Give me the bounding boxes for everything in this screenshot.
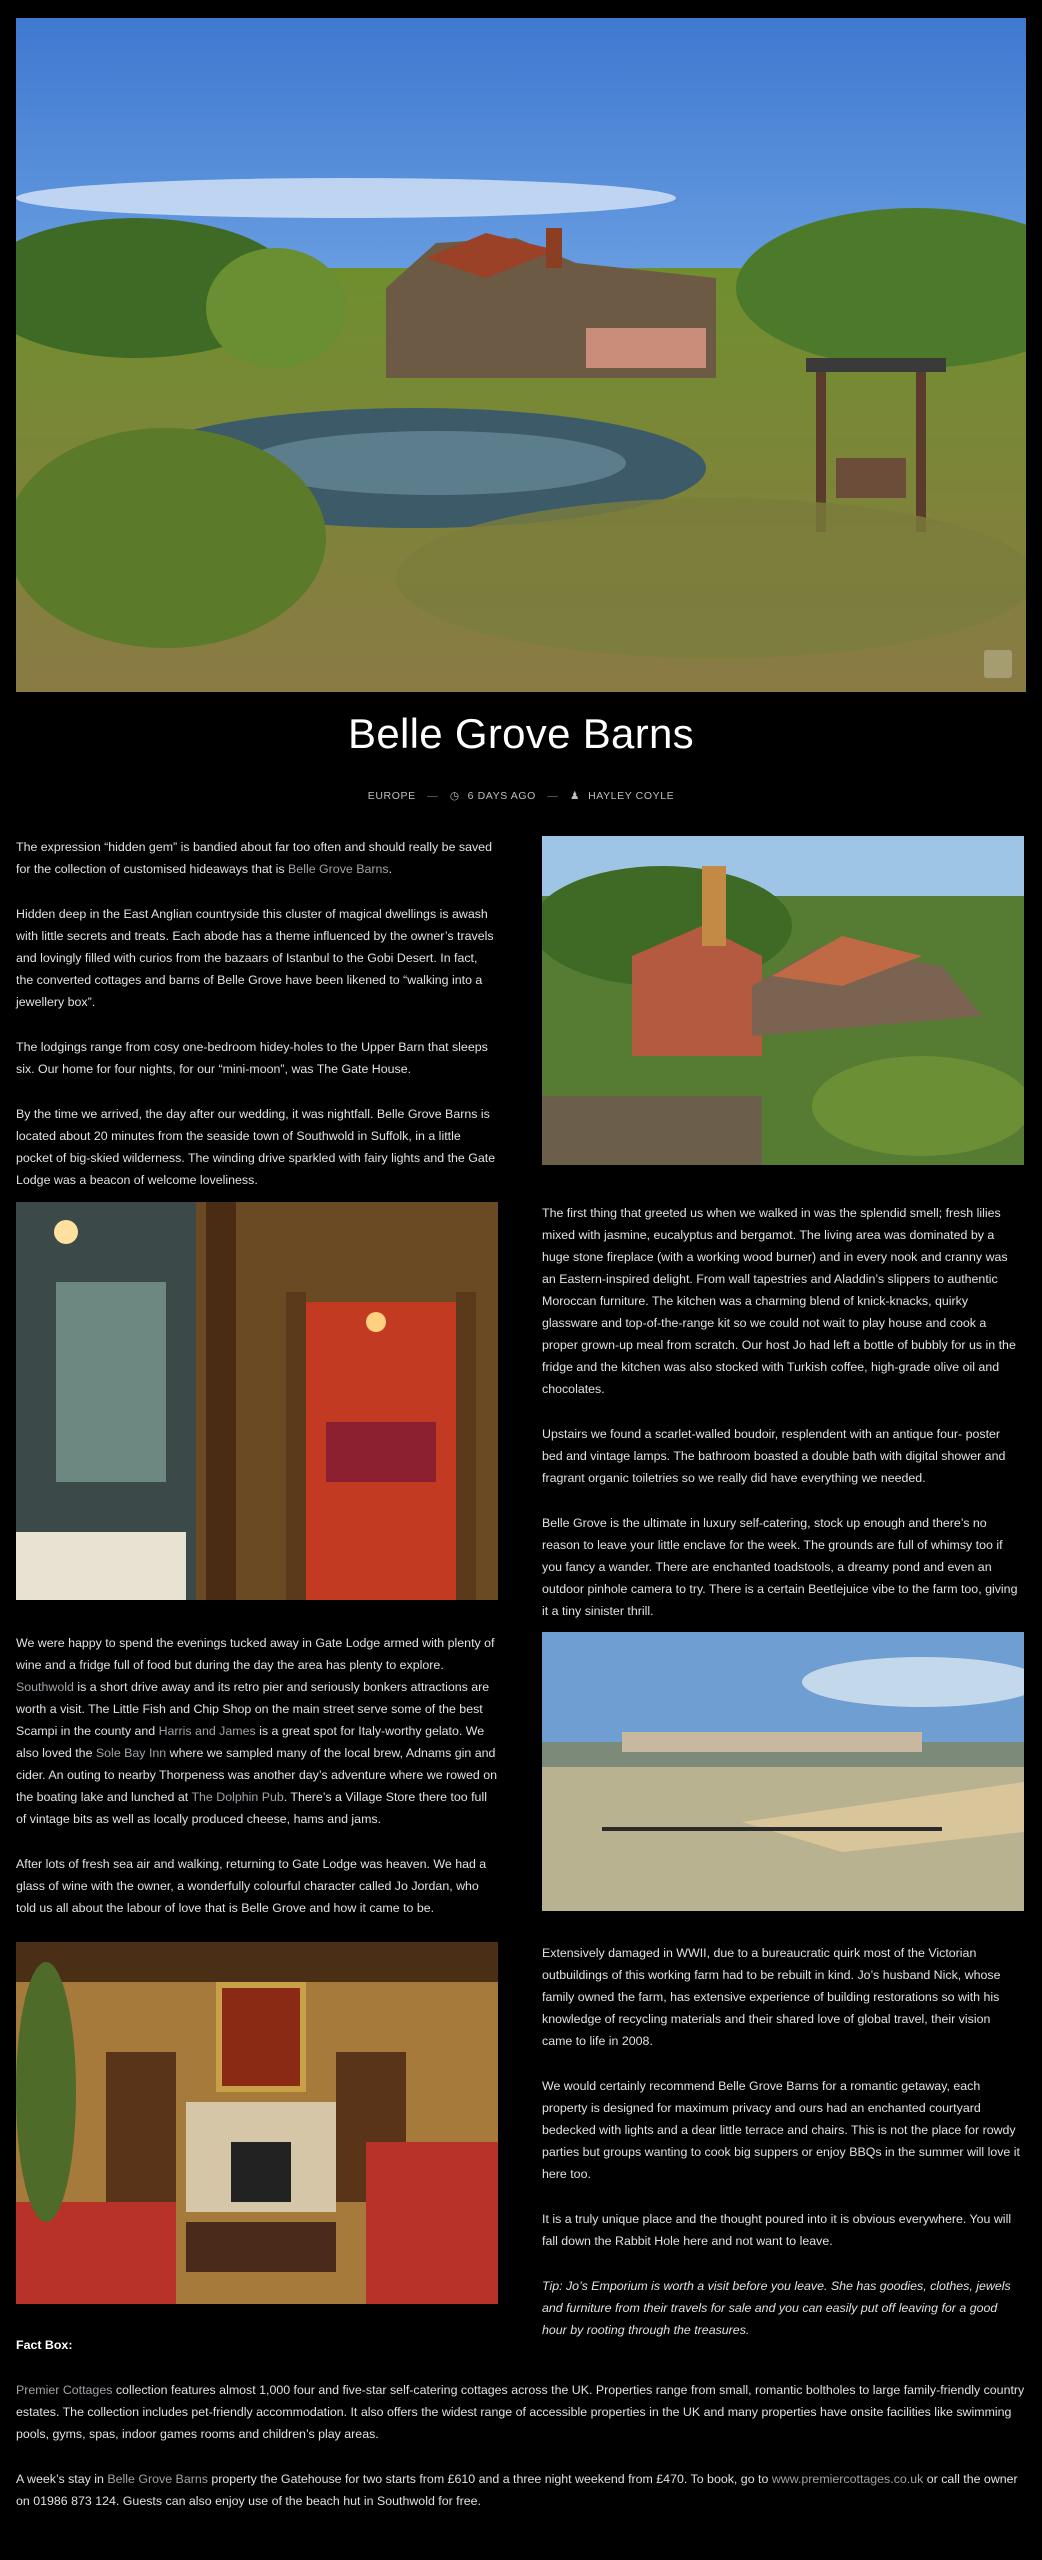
southwold-beach-image xyxy=(542,1632,1024,1911)
clock-icon: ◷ xyxy=(449,790,460,802)
page-title: Belle Grove Barns xyxy=(348,710,694,757)
barn-aerial-image xyxy=(542,836,1024,1165)
interior-bedroom-image xyxy=(16,1202,498,1600)
article-meta: EUROPE — ◷ 6 DAYS AGO — ♟ HAYLEY COYLE xyxy=(367,790,675,802)
belle-grove-link-2[interactable]: Belle Grove Barns xyxy=(107,2472,208,2486)
harris-and-james-link[interactable]: Harris and James xyxy=(158,1724,256,1738)
dolphin-pub-link[interactable]: The Dolphin Pub xyxy=(191,1790,284,1804)
premier-cottages-url-link[interactable]: www.premiercottages.co.uk xyxy=(771,2472,924,2486)
living-room-image xyxy=(16,1942,498,2304)
post-time: 6 DAYS AGO xyxy=(467,790,536,802)
section-1-text: The expression “hidden gem” is bandied about far too often and should really be saved for the collection of customised hideaways that is Belle Grove Barns. Hidden deep in the East Anglian countryside this cluster of magical dwellings is awash with little secrets and treats. Each abode has a theme influenced by the owner’s travels and lovingly filled with curios from the bazaars of Istanbul to the Gobi Desert. In fact, the converted cottages and barns of Belle Grove have been likened to “walking into a jewellery box”. The lodgings range from cosy one-bedroom hidey-holes to the Upper Barn that sleeps six. Our home for four nights, for our “mini-moon”, was The Gate House. By the time we arrived, the day after our wedding, it was nightfall. Belle Grove Barns is located about 20 minutes from the seaside town of Southwold in Suffolk, in a little pocket of big-skied wilderness. The winding drive sparkled with fairy lights and the Gate Lodge was a beacon of welcome loveliness. xyxy=(16,840,496,1187)
tip-text: Tip: Jo’s Emporium is worth a visit before you leave. She has goodies, clothes, jewels and furniture from their travels for sale and you can easily put off leaving for a good hour by rooting through the treasures. xyxy=(542,2279,1011,2337)
fact-box-title: Fact Box: xyxy=(16,2338,73,2352)
southwold-link[interactable]: Southwold xyxy=(16,1680,74,1694)
hero-image xyxy=(16,18,1026,692)
premier-cottages-link[interactable]: Premier Cottages xyxy=(16,2383,113,2397)
belle-grove-link[interactable]: Belle Grove Barns xyxy=(288,862,389,876)
section-4-text: Extensively damaged in WWII, due to a bureaucratic quirk most of the Victorian outbuildings of this working farm had to be rebuilt in kind. Jo’s husband Nick, whose family owned the farm, has extensive experience of building restorations so with his knowledge of recycling materials and their shared love of global travel, their vision came to life in 2008. We would certainly recommend Belle Grove Barns for a romantic getaway, each property is designed for maximum privacy and ours had an enchanted courtyard bedecked with lights and a dear little terrace and chairs. This is not the place for rowdy parties but groups wanting to cook big suppers or enjoy BBQs in the summer will love it here too. It is a truly unique place and the thought poured into it is obvious everywhere. You will fall down the Rabbit Hole here and not want to leave. Tip: Jo’s Emporium is worth a visit before you leave. She has goodies, clothes, jewels and furniture from their travels for sale and you can easily put off leaving for a good hour by rooting through the treasures. xyxy=(542,1942,1024,2364)
user-icon: ♟ xyxy=(570,790,581,802)
category-link[interactable]: EUROPE xyxy=(367,790,416,802)
fact-box: Fact Box: Premier Cottages collection features almost 1,000 four and five-star self-catering cottages across the UK. Properties range from small, romantic boltholes to large family-friendly country estates. The collection includes pet-friendly accommodation. It also offers the widest range of accessible properties in the UK and many properties have onsite facilities like swimming pools, gyms, spas, indoor games rooms and children’s play areas. A week’s stay in Belle Grove Barns property the Gatehouse for two starts from £610 and a three night weekend from £470. To book, go to www.premiercottages.co.uk or call the owner on 01986 873 124. Guests can also enjoy use of the beach hut in Southwold for free. xyxy=(16,2334,1026,2535)
sole-bay-inn-link[interactable]: Sole Bay Inn xyxy=(95,1746,167,1760)
section-3-text: We were happy to spend the evenings tucked away in Gate Lodge armed with plenty of wine and a fridge full of food but during the day the area has plenty to explore. Southwold is a short drive away and its retro pier and seriously bonkers attractions are worth a visit. The Little Fish and Chip Shop on the main street serve some of the best Scampi in the county and Harris and James is a great spot for Italy-worthy gelato. We also loved the Sole Bay Inn where we sampled many of the local brew, Adnams gin and cider. An outing to nearby Thorpeness was another day’s adventure where we rowed on the boating lake and lunched at The Dolphin Pub. There’s a Village Store there too full of vintage bits as well as locally produced cheese, hams and jams. After lots of fresh sea air and walking, returning to Gate Lodge was heaven. We had a glass of wine with the owner, a wonderfully colourful character called Jo Jordan, who told us all about the labour of love that is Belle Grove and how it came to be. xyxy=(16,1636,498,1915)
author-link[interactable]: HAYLEY COYLE xyxy=(588,790,675,802)
section-2-text: The first thing that greeted us when we walked in was the splendid smell; fresh lilies mixed with jasmine, eucalyptus and bergamot. The living area was dominated by a huge stone fireplace (with a working wood burner) and in every nook and cranny was an Eastern-inspired delight. From wall tapestries and Aladdin’s slippers to authentic Moroccan furniture. The kitchen was a charming blend of knick-knacks, quirky glassware and top-of-the-range kit so we could not wait to play house and cook a proper grown-up meal from scratch. Our host Jo had left a bottle of bubbly for us in the fridge and the kitchen was also stocked with Turkish coffee, high-grade olive oil and chocolates. Upstairs we found a scarlet-walled boudoir, resplendent with an antique four- poster bed and vintage lamps. The bathroom boasted a double bath with digital shower and fragrant organic toiletries so we really did have everything we needed. Belle Grove is the ultimate in luxury self-catering, stock up enough and there’s no reason to leave your little enclave for the week. The grounds are full of whimsy too if you fancy a wander. There are enchanted toadstools, a dreamy pond and even an outdoor pinhole camera to try. There is a certain Beetlejuice vibe to the farm too, giving it a tiny sinister thrill. xyxy=(542,1206,1018,1618)
expand-icon[interactable] xyxy=(984,650,1012,678)
